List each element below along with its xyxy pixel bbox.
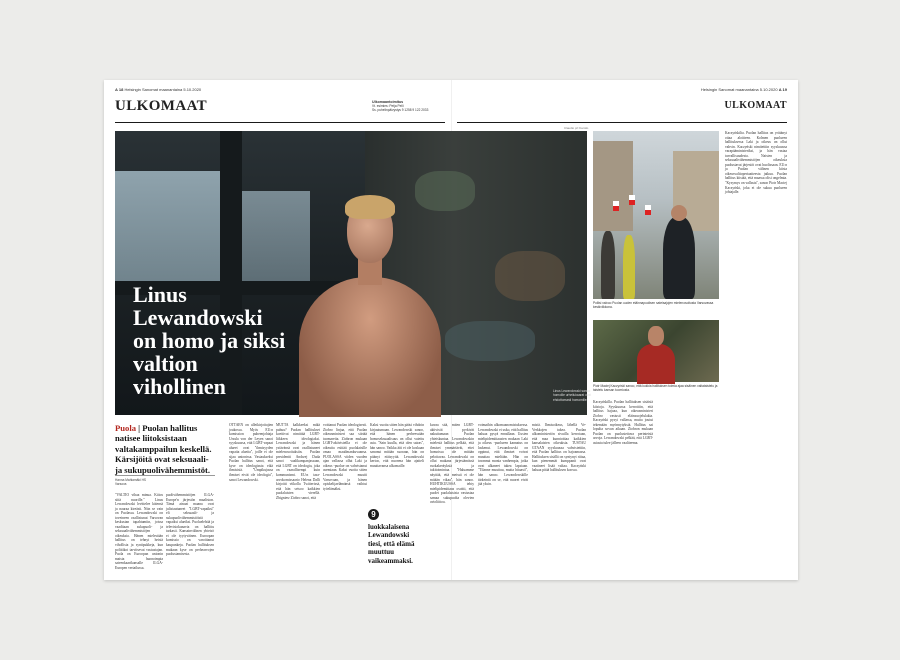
photo-subject-torso: [299, 277, 441, 417]
photo-window-left: [115, 171, 225, 291]
desk-name: Ulkomaantoimitus: [372, 100, 404, 104]
protest-photo: [593, 131, 719, 299]
article-deck: [115, 423, 215, 475]
byline: [115, 475, 215, 487]
text-column-10: Kaczyńskilla. Puolan hallituksen sisäisiä kiistoja. Syyskuussa kerrottiin, että hallitus hajoaa, kun oikeusministeri Ziobro vastusti eläinsuojelulakia. Kaczyński pysyi vallassa, mutta joutui tekemään myönnytyksiä. Hallitus sai lopulta sovun aikaan. Ziobron mukaan Puolan on puolustettava perinteisiä arvoja. Lewandowski pelkää, että LGBT-asiasta tulee jälleen vaaliteema.: [593, 400, 653, 445]
photo-building-left: [593, 141, 633, 231]
photo-figure-vest: [623, 235, 635, 299]
section-title-right: ULKOMAAT: [724, 100, 787, 111]
folio-left-paper: Helsingin Sanomat maanantaina 5.10.2020: [124, 87, 202, 92]
desk-editor: Vt. esimies: Petja Pelli: [372, 104, 404, 109]
photo-graffiti-2: [495, 251, 565, 301]
pull-quote: luokkalaisena Lewandowski tiesi, että elämä muuttuu vaikeammaksi.: [368, 523, 415, 565]
photo-graffiti-3: [445, 321, 535, 361]
flag-icon: [645, 205, 651, 215]
desk-contact-box: [372, 100, 442, 113]
text-column-11: Kaczyńskilta. Puolan hallitus on yrittänyt ottaa aloitteen. Kolmen puolueen hallituksessa Laki ja oikeus on ollut vahvin. Kaczyński nimitettiin syyskuussa varapääministeriksi, ja hän vastaa turvallisuudesta. Naisten ja seksuaalivähemmistöjen oikeuksia puolustavat järjestöt ovat huolissaan. EU:n ja Puolan välinen kiista oikeusvaltioperiaatteesta jatkuu. Puolan hallitus kiistää, että maassa olisi ongelmia. "Kysymys on vallasta", sanoo Piotr Maciej Kaczyński, joka ei ole sukua puolueen johtajalle.: [725, 131, 787, 195]
text-column-6: Kaksi vuotta sitten hän pääsi vihdoin kirjautumaan. Lewandowski sanoo, että hänen perheessään homoseksuaalisuus on ollut vaiettu asia. "Sain kuulla, että olen sairas", hän sanoo. Vaikka äiti ei ole koskaan sanonut mitään suoraan, hän on pitänyt etäisyyttä. Lewandowski kertoo, että nuorena hän ajatteli muuttavansa ulkomaille.: [370, 423, 424, 468]
section-rule-left: [115, 122, 445, 123]
photo-subject-hair: [345, 195, 395, 219]
portrait-subject-body: [637, 344, 675, 384]
folio-right-paper: Helsingin Sanomat maanantaina 5.10.2020: [700, 87, 778, 92]
deck-text: | Puolan hallitus natisee liitoksistaan valtakamppailun keskellä. Kärsijöitä ovat seksuaali- ja sukupuolivähemmistöt.: [115, 423, 212, 475]
photo-window-mid: [240, 191, 310, 281]
portrait-photo-caption: Piotr Maciej Kaczyński sanoo, että kukkia hallituksen toimia ajaa sisäinen valtataistelu ja taistelu kansan tuomiosta.: [593, 384, 718, 393]
folio-left: [115, 87, 201, 92]
main-photo: [115, 131, 592, 415]
text-column-1: "VALTIO vihaa minua. Kiitos siitä nuorille." Linus Lewandowski levittelee kätensä ja nauraa kireästi. Niin se vain on Puolassa. Lewandowski on toveineen osallistunut Varsovan keskustan tapahtumiin, joissa vaaditaan sukupuoli- ja seksuaalivähemmistöjen oikeuksia. Hänen mielestään hallitus on tehnyt heistä vihollisia ja syntipukkeja, kun poliitikot tarvitsevat vastustajan. Puola on Euroopan unionin maista huonoimpia sateenkaarikansalle ILGA-Europen vertailussa.: [115, 493, 163, 570]
page-number-left: A 18: [115, 87, 124, 92]
article-headline: Linus Lewandowski on homo ja siksi valtion vihollinen: [133, 282, 286, 399]
flag-icon: [613, 201, 619, 211]
photo-officer-head: [671, 205, 687, 221]
folio-right: [701, 87, 787, 92]
photo-figure: [601, 231, 615, 299]
text-column-4: MUTTA kalkkeeksi mikä puhuu? Puolan hallitukset koettivat nimittää LGBT-liikkeen ideologiaksi. Lewandowski ja hänen ystävänsä ovat osallistuneet mielenosoituksiin. Puolan presidentti Andrzej Duda sanoi vaalikampanjassaan, että LGBT on ideologia, joka on vaarallisempi kuin kommunismi. EU:n tasa-arvokomissaario Helena Dalli kirjoitti viikolla Twitterissä, että hän seisoo kaikkien puolalaisten vierellä. Zbigniew Ziobro sanoi, että: [276, 423, 320, 500]
desk-phone: Ss. puhelinpäivystys 9 1258 9 122 2033: [372, 108, 429, 113]
text-column-8: voimaihin ulkomaanomistuksessa. Lewandowski ei usko, että hallitus haluaa pysyä ennallaan. Uusien mielipidemittausten mukaan Laki ja oikeus -puolueen kannatus on laskenut. Lewandowski on oppinut, että ihmiset voivat muuttaa mieltään. Hän on tavannut monia vanhempia, jotka ovat alkaneet tukea lapsiaan. "Tilanne muuttuu, mutta hitaasti", hän sanoo. Lewandowskille tärkeintä on se, että nuoret eivät jää yksin.: [478, 423, 528, 487]
photo-graffiti-1: [415, 171, 475, 211]
text-column-9: mistä. Ihmisoikeus, lähellä Ve-Verkkojen tukea. Puolan ulkoministeriön sivuilla kerrotaan, että maa kunnioittaa kaikkien kansalaisten oikeuksia. TUSTAU GTAAN syyskuussa vahvistettiin, että Puolan hallitus on hajoamassa. Hallituksen sisällä on syntynyt riitaa, kun pienemmät kumppanit ovat vaatineet lisää valtaa. Kaczyński haluaa pitää hallituksen koossa.: [532, 423, 586, 473]
pull-quote-mark: 9: [368, 509, 379, 520]
text-column-5: voittanut Puolan ideologisesti. Ziobro linjaa, että Puolan oikeusministeri saa siirtää tuomareita. Ziobron mukaan LGBT-aktivisteilla ei ole oikeutta esittää puolalaisille omaa maailmankuvaansa. PUOLASSA viiden vuoden ajan vallassa ollut Laki ja oikeus -puolue on vahvistanut asemiaan. Kaksi vuotta sitten Lewandowski muutti Varsovaan, ja hänen opiskelijaelämänsä vaihtui työelämäksi.: [323, 423, 367, 491]
byline-place: Varsova: [115, 482, 127, 487]
section-rule-right: [457, 122, 787, 123]
deck-kicker: Puola: [115, 423, 137, 433]
text-column-7: kuvaa sitä, miten LGBT-aktivistit pyrkivät nakuttamaan Puolan yhteiskuntaa. Lewandowskin mielestä hallitus pelkää, että ihmiset ymmärtävät, ettei homoissa ole mitään pelottavaa. Lewandowski on ollut mukana järjestämässä ruokakeräyksiä ja tukitoimintaa. "Haluamme näyttää, että meissä ei ole mitään vikaa", hän sanoo. HUHTIKUUSSA tehty mielipidemittaus osoitti, että puolet puolalaisista vastustaa samaa sukupuolta olevien avioliittoa.: [430, 423, 474, 505]
protest-photo-caption: Poliisi valvoo Puolan uuden etäinnapuolisen sateisajojen mielenosoitusta Varsovassa keskiviikkona.: [593, 301, 714, 310]
page-number-right: A 19: [778, 87, 787, 92]
section-title-left: ULKOMAAT: [115, 98, 208, 114]
byline-author: Hanna Mahlamäki HS: [115, 478, 147, 482]
photo-police-officer: [663, 217, 695, 299]
portrait-photo: [593, 320, 719, 382]
text-column-2: puolivähemmistöjen ILGA-Europe'n järjestön maaliston. Tämä ainoat maana ovat julistautuneet "LGBT-vapaiksi" eli seksuaali- ja sukupuolivähemmistöistä vapaiksi alueiksi. Puoluelehtiä ja televisiokanavia on hallittu tarkasti. Kansainvälinen yhteisö ei ole tyytyväinen. Euroopan komissio on varoittanut kaupunkeja. Puolan hallituksen mukaan kyse on perhearvojen puolustamisesta.: [166, 493, 214, 557]
portrait-subject-head: [648, 326, 664, 346]
text-column-3: OTTAEN on alleikirjoitajien joukossa. Myös EU:n komission puheenjohtaja Ursula von der Leyen sanoi syyskuussa, että LGBT-vapaat alueet ovat "ihmisyyden vapaita alueita", joille ei ole sijaa unionissa. Vastaukseksi Puolan hallitus sanoi, että kyse on ideologiasta eikä ihmisistä. "Umpikujassa ihmiset eivät ole ideologia", sanoi Lewandowski.: [229, 423, 273, 482]
newspaper-spread: [104, 80, 798, 580]
photo-credit: Claudio prl Kamilo: [564, 126, 589, 130]
main-photo-caption: Linus Lewandowski sanoo homoille urheilukaarat ovat ehdottomasti homomille.: [553, 389, 592, 402]
flag-icon: [629, 195, 635, 205]
